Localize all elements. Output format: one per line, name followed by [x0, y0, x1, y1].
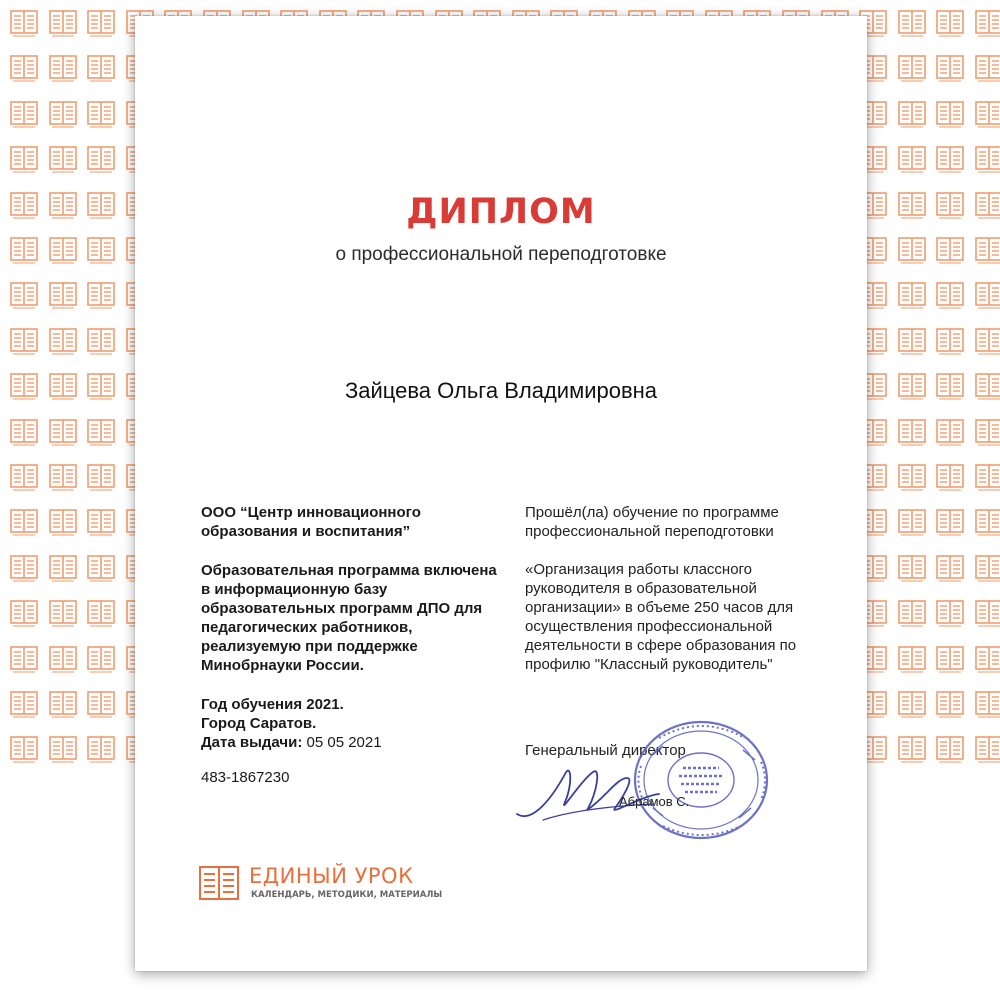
pattern-logo-icon	[936, 600, 964, 628]
pattern-logo-icon	[898, 600, 926, 628]
pattern-logo-icon	[87, 373, 115, 401]
pattern-logo-icon	[898, 55, 926, 83]
program-note: Образовательная программа включена в информационную базу образовательных программ ДПО для педагогических работников, реализуемую при поддержке Минобрнауки России.	[201, 562, 497, 674]
pattern-logo-icon	[10, 373, 38, 401]
diploma-title: ДИПЛОМ	[406, 192, 596, 232]
pattern-logo-icon	[936, 555, 964, 583]
pattern-logo-icon	[87, 101, 115, 129]
logo-tagline: КАЛЕНДАРЬ, МЕТОДИКИ, МАТЕРИАЛЫ	[251, 890, 443, 900]
pattern-logo-icon	[898, 328, 926, 356]
pattern-logo-icon	[898, 146, 926, 174]
pattern-logo-icon	[87, 146, 115, 174]
pattern-logo-icon	[936, 736, 964, 764]
registration-number: 483-1867230	[201, 769, 290, 786]
pattern-logo-icon	[936, 691, 964, 719]
pattern-logo-icon	[87, 646, 115, 674]
pattern-logo-icon	[49, 736, 77, 764]
pattern-logo-icon	[898, 736, 926, 764]
pattern-logo-icon	[936, 646, 964, 674]
diploma-subtitle: о профессиональной переподготовке	[335, 244, 667, 265]
pattern-logo-icon	[975, 237, 1000, 265]
logo-name: ЕДИНЫЙ УРОК	[249, 864, 414, 888]
pattern-logo-icon	[10, 146, 38, 174]
pattern-logo-icon	[87, 10, 115, 38]
pattern-logo-icon	[975, 373, 1000, 401]
pattern-logo-icon	[975, 646, 1000, 674]
program-intro: Прошёл(ла) обучение по программе профессиональной переподготовки	[525, 504, 779, 540]
pattern-logo-icon	[87, 509, 115, 537]
pattern-logo-icon	[936, 464, 964, 492]
pattern-logo-icon	[898, 373, 926, 401]
pattern-logo-icon	[87, 600, 115, 628]
pattern-logo-icon	[975, 464, 1000, 492]
pattern-logo-icon	[975, 691, 1000, 719]
pattern-logo-icon	[49, 55, 77, 83]
pattern-logo-icon	[87, 192, 115, 220]
issue-date-line	[201, 733, 501, 752]
pattern-logo-icon	[975, 736, 1000, 764]
pattern-logo-icon	[936, 237, 964, 265]
program-info	[525, 503, 845, 674]
pattern-logo-icon	[87, 691, 115, 719]
pattern-logo-icon	[936, 328, 964, 356]
pattern-logo-icon	[975, 509, 1000, 537]
pattern-logo-icon	[936, 419, 964, 447]
pattern-logo-icon	[87, 282, 115, 310]
pattern-logo-icon	[975, 192, 1000, 220]
pattern-logo-icon	[975, 101, 1000, 129]
pattern-logo-icon	[936, 282, 964, 310]
pattern-logo-icon	[10, 101, 38, 129]
pattern-logo-icon	[10, 237, 38, 265]
diploma-sheet	[135, 16, 867, 971]
pattern-logo-icon	[10, 192, 38, 220]
pattern-logo-icon	[898, 237, 926, 265]
pattern-logo-icon	[936, 192, 964, 220]
pattern-logo-icon	[49, 192, 77, 220]
pattern-logo-icon	[49, 328, 77, 356]
program-description: «Организация работы классного руководителя в образовательной организации» в объеме 250 часов для осуществления профессиональной деятельности в сфере образования по профилю "Классный руководитель"	[525, 561, 797, 673]
pattern-logo-icon	[87, 736, 115, 764]
pattern-logo-icon	[936, 373, 964, 401]
pattern-logo-icon	[10, 646, 38, 674]
pattern-logo-icon	[10, 691, 38, 719]
pattern-logo-icon	[898, 464, 926, 492]
pattern-logo-icon	[10, 328, 38, 356]
pattern-logo-icon	[936, 101, 964, 129]
pattern-logo-icon	[898, 646, 926, 674]
pattern-logo-icon	[10, 555, 38, 583]
pattern-logo-icon	[975, 282, 1000, 310]
pattern-logo-icon	[898, 509, 926, 537]
pattern-logo-icon	[49, 555, 77, 583]
pattern-logo-icon	[10, 464, 38, 492]
pattern-logo-icon	[49, 237, 77, 265]
study-city: Город Саратов.	[201, 715, 317, 732]
pattern-logo-icon	[898, 419, 926, 447]
pattern-logo-icon	[87, 555, 115, 583]
pattern-logo-icon	[49, 10, 77, 38]
pattern-logo-icon	[975, 55, 1000, 83]
recipient-name: Зайцева Ольга Владимировна	[344, 378, 658, 403]
pattern-logo-icon	[975, 146, 1000, 174]
pattern-logo-icon	[936, 509, 964, 537]
pattern-logo-icon	[10, 55, 38, 83]
pattern-logo-icon	[49, 600, 77, 628]
pattern-logo-icon	[898, 10, 926, 38]
pattern-logo-icon	[898, 555, 926, 583]
brand-logo	[199, 864, 459, 904]
organization-name: ООО “Центр инновационного образования и воспитания”	[201, 504, 421, 540]
pattern-logo-icon	[898, 192, 926, 220]
pattern-logo-icon	[898, 101, 926, 129]
pattern-logo-icon	[49, 464, 77, 492]
pattern-logo-icon	[87, 55, 115, 83]
pattern-logo-icon	[975, 328, 1000, 356]
pattern-logo-icon	[936, 146, 964, 174]
pattern-logo-icon	[49, 419, 77, 447]
pattern-logo-icon	[10, 736, 38, 764]
pattern-logo-icon	[87, 419, 115, 447]
pattern-logo-icon	[975, 419, 1000, 447]
pattern-logo-icon	[49, 146, 77, 174]
pattern-logo-icon	[10, 10, 38, 38]
pattern-logo-icon	[10, 600, 38, 628]
pattern-logo-icon	[49, 691, 77, 719]
pattern-logo-icon	[10, 419, 38, 447]
pattern-logo-icon	[936, 55, 964, 83]
pattern-logo-icon	[49, 101, 77, 129]
pattern-logo-icon	[10, 282, 38, 310]
director-label: Генеральный директор	[525, 742, 686, 759]
pattern-logo-icon	[87, 464, 115, 492]
pattern-logo-icon	[49, 373, 77, 401]
book-icon	[199, 866, 239, 900]
pattern-logo-icon	[898, 691, 926, 719]
pattern-logo-icon	[975, 600, 1000, 628]
pattern-logo-icon	[898, 282, 926, 310]
pattern-logo-icon	[936, 10, 964, 38]
pattern-logo-icon	[975, 10, 1000, 38]
pattern-logo-icon	[10, 509, 38, 537]
pattern-logo-icon	[87, 237, 115, 265]
issue-date-value: 05 05 2021	[306, 734, 382, 751]
pattern-logo-icon	[975, 555, 1000, 583]
pattern-logo-icon	[49, 509, 77, 537]
issuer-info	[201, 503, 501, 787]
pattern-logo-icon	[49, 282, 77, 310]
director-name: Абрамов С.	[619, 794, 690, 809]
issue-date-label: Дата выдачи:	[201, 734, 303, 751]
pattern-logo-icon	[49, 646, 77, 674]
study-year: Год обучения 2021.	[201, 696, 344, 713]
pattern-logo-icon	[87, 328, 115, 356]
